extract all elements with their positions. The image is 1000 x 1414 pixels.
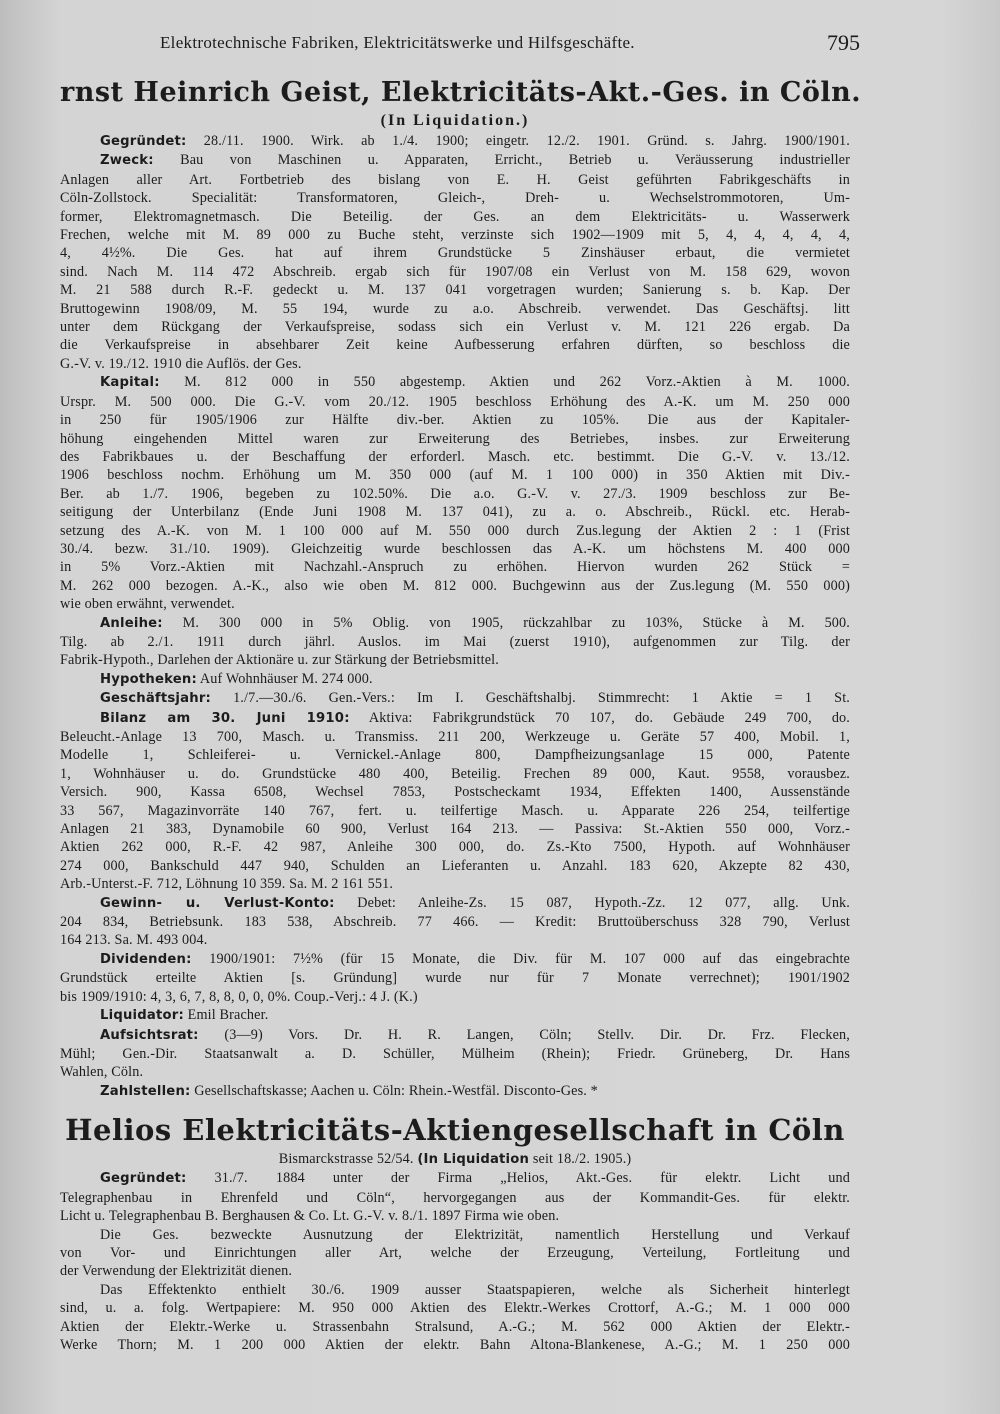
field-label: Zahlstellen: [100,1083,191,1099]
line-text: M. 300 000 in 5% Oblig. von 1905, rückzahlbar zu 103%, Stücke à M. 500. [162,614,850,631]
text-line [60,913,850,931]
text-line [60,244,850,262]
text-line [60,373,850,392]
line-text: 164 213. Sa. M. 493 004. [60,932,208,949]
line-text: 1900/1901: 7½% (für 15 Monate, die Div. für M. 107 000 auf das eingebrachte [191,950,850,967]
text-line [60,595,850,613]
text-line [60,1336,850,1354]
text-line [60,857,850,875]
text-line [60,577,850,595]
text-line [60,894,850,913]
text-line [60,485,850,503]
line-text: Cöln-Zollstock. Specialität: Transformatoren, Gleich-, Dreh- u. Wechselstrommotoren, Um- [60,190,850,207]
liquidation-label: (In Liquidation [417,1152,530,1167]
text-line [60,132,850,151]
text-line [60,1262,850,1280]
text-line [60,1189,850,1207]
text-line [60,746,850,764]
text-line [60,281,850,299]
line-text: Aktien 262 000, R.-F. 42 987, Anleihe 300 000, do. Zs.-Kto 7500, Hypoth. auf Wohnhäuser [60,839,850,856]
line-text: 274 000, Bankschuld 447 940, Schulden an Lieferanten u. Anzahl. 183 620, Akzepte 82 430, [60,857,850,874]
field-label: Zweck: [100,153,154,169]
line-text: Auf Wohnhäuser M. 274 000. [197,670,373,687]
text-line [60,411,850,429]
text-line [60,1281,850,1299]
line-text: Debet: Anleihe-Zs. 15 087, Hypoth.-Zz. 12 077, allg. Unk. [334,894,850,911]
line-text: Bau von Maschinen u. Apparaten, Erricht., Betrieb u. Veräusserung industrieller [153,152,850,169]
line-text: Modelle 1, Schleiferei- u. Vernickel.-Anlage 800, Dampfheizungsanlage 15 000, Patente [60,747,850,764]
line-text: von Vor- und Einrichtungen aller Art, welche der Erzeugung, Verteilung, Fortleitung und [60,1245,850,1262]
line-text: bis 1909/1910: 4, 3, 6, 7, 8, 8, 0, 0, 0%. Coup.-Verj.: 4 J. (K.) [60,988,418,1005]
company-entry-helios [60,1110,850,1354]
line-text: unter dem Rückgang der Verkaufspreise, sodass sich ein Verlust v. M. 121 226 ergab. Da [60,319,850,336]
field-label: Bilanz am 30. Juni 1910: [100,710,350,726]
line-text: 30./4. bezw. 31./10. 1909). Gleichzeitig wurde beschlossen das A.-K. um höchstens M. 400 000 [60,540,850,557]
text-line [60,558,850,576]
text-line [60,1006,850,1025]
text-line [60,189,850,207]
text-line [60,820,850,838]
line-text: 28./11. 1900. Wirk. ab 1./4. 1900; eingetr. 12./2. 1901. Gründ. s. Jahrg. 1900/1901. [186,133,850,149]
line-text: M. 812 000 in 550 abgestemp. Aktien und 262 Vorz.-Aktien à M. 1000. [159,374,850,391]
text-line [60,336,850,354]
text-line [60,318,850,336]
line-text: Beleucht.-Anlage 13 700, Masch. u. Transmiss. 211 200, Werkzeuge u. Geräte 57 400, Mobil. 1, [60,729,850,745]
line-text: Frechen, welche mit M. 89 000 zu Buche steht, verzinste sich 1902—1909 mit 5, 4, 4, 4, 4, 4, [60,227,850,244]
line-text: M. 262 000 bezogen. A.-K., also wie oben M. 812 000. Buchgewinn aus der Zus.legung (M. 550 000) [60,577,850,594]
line-text: Aktiva: Fabrikgrundstück 70 107, do. Gebäude 249 700, do. [349,709,850,726]
line-text: Emil Bracher. [183,1007,269,1024]
line-text: Das Effektenkto enthielt 30./6. 1909 ausser Staatspapieren, welche als Sicherheit hinterlegt [100,1281,850,1298]
text-line [60,1082,850,1101]
line-text: Arb.-Unterst.-F. 712, Löhnung 10 359. Sa. M. 2 161 551. [60,876,394,893]
line-text: 1./7.—30./6. Gen.-Vers.: Im I. Geschäftshalbj. Stimmrecht: 1 Aktie = 1 St. [211,690,850,707]
text-line [60,171,850,189]
line-text: in 5% Vorz.-Aktien mit Nachzahl.-Anspruch zu erhöhen. Hiervon wurden 262 Stück = [60,559,850,576]
address-line [60,1150,850,1169]
field-label: Dividenden: [100,951,192,967]
line-text: setzung des A.-K. von M. 1 100 000 auf M. 550 000 durch Zus.legung der Aktien 2 : 1 (Frist [60,522,850,539]
entry-body [60,132,850,1101]
company-entry-geist [60,76,862,1101]
text-line [60,783,850,801]
field-label: Gegründet: [100,134,187,149]
entry-title: Helios Elektricitäts-Aktiengesellschaft in Cöln [65,1113,845,1147]
line-text: des Fabrikbaues u. der Beschaffung der erforderl. Masch. etc. bestimmt. Die G.-V. v. 13./12. [60,448,850,465]
entry-title: rnst Heinrich Geist, Elektricitäts-Akt.-Ges. in Cöln. [60,77,862,108]
text-line [60,300,850,318]
text-line [60,875,850,893]
line-text: Versich. 900, Kassa 6508, Wechsel 7853, Postscheckamt 1934, Effekten 1400, Aussenstände [60,784,850,801]
line-text: Grundstück erteilte Aktien [s. Gründung] wurde nur für 7 Monate verrechnet); 1901/1902 [60,970,850,987]
field-label: Aufsichtsrat: [100,1027,199,1043]
line-text: 204 834, Betriebsunk. 183 538, Abschreib. 77 466. — Kredit: Bruttoüberschuss 328 790, Verlust [60,914,850,931]
text-line [60,765,850,783]
line-text: Telegraphenbau in Ehrenfeld und Cöln“, hervorgegangen aus der Kommandit-Ges. für elektr. [60,1189,850,1206]
line-text: Licht u. Telegraphenbau B. Berghausen & Co. Lt. G.-V. v. 8./1. 1897 Firma wie oben. [60,1208,560,1225]
page-header [60,30,860,58]
text-line [60,709,850,728]
text-line [60,651,850,669]
text-line [60,931,850,949]
line-text: Die Ges. bezweckte Ausnutzung der Elektrizität, namentlich Herstellung und Verkauf [100,1226,850,1243]
line-text: wie oben erwähnt, verwendet. [60,596,235,613]
text-line [60,522,850,540]
text-line [60,1226,850,1244]
line-text: 1906 beschloss nochm. Erhöhung um M. 350 000 (auf M. 1 100 000) in 350 Aktien mit Div.- [60,467,850,484]
text-line [60,1169,850,1188]
field-label: Hypotheken: [100,671,197,687]
text-line [60,1045,850,1063]
line-text: 4, 4½%. Die Ges. hat auf ihrem Grundstücke 5 Zinshäuser erbaut, die vermietet [60,245,850,262]
line-text: Ber. ab 1./7. 1906, begeben zu 102.50%. Die a.o. G.-V. v. 27./3. 1909 beschloss zur Be- [60,485,850,502]
line-text: 33 567, Magazinvorräte 140 767, fert. u. teilfertige Masch. u. Apparate 226 254, teilfertige [60,802,850,819]
text-line [60,151,850,170]
text-line [60,208,850,226]
text-line [60,728,850,746]
line-text: Bruttogewinn 1908/09, M. 55 194, wurde zu a.o. Abschreib. verwendet. Das Geschäftsj. litt [60,300,850,317]
line-text: M. 21 588 durch R.-F. gedeckt u. M. 137 041 vorgetragen wurden; Sanierung s. b. Kap. Der [60,282,850,299]
line-text: Urspr. M. 500 000. Die G.-V. vom 20./12. 1905 beschloss Erhöhung des A.-K. um M. 250 000 [60,393,850,410]
text-line [60,355,850,373]
entry-subtitle: (In Liquidation.) [380,112,530,129]
text-line [60,988,850,1006]
line-text: G.-V. v. 19./12. 1910 die Auflös. der Ges. [60,355,302,372]
address-text: Bismarckstrasse 52/54. [278,1151,414,1167]
running-head: Elektrotechnische Fabriken, Elektricitätswerke und Hilfsgeschäfte. [160,33,635,52]
text-line [60,670,850,689]
line-text: Anlagen aller Art. Fortbetrieb des bislang von E. H. Geist geführten Fabrikgeschäfts in [60,171,850,188]
text-line [60,1244,850,1262]
line-text: in 250 für 1905/1906 zur Hälfte div.-ber. Aktien zu 105%. Die aus der Kapitaler- [60,412,850,429]
line-text: former, Elektromagnetmasch. Die Beteilig. der Ges. an dem Elektricitäts- u. Wasserwerk [60,208,850,225]
line-text: Gesellschaftskasse; Aachen u. Cöln: Rhein.-Westfäl. Disconto-Ges. * [190,1082,598,1099]
text-line [60,969,850,987]
field-label: Geschäftsjahr: [100,691,211,707]
line-text: Mühl; Gen.-Dir. Staatsanwalt a. D. Schüller, Mülheim (Rhein); Friedr. Grüneberg, Dr. Hans [60,1045,850,1062]
text-line [60,838,850,856]
address-block [60,1150,850,1169]
text-line [60,1318,850,1336]
line-text: die Verkaufspreise in absehbarer Zeit keine Aufbesserung erfahren dürften, so beschloss die [60,337,850,354]
line-text: der Verwendung der Elektrizität dienen. [60,1263,293,1280]
line-text: sind, u. a. folg. Wertpapiere: M. 950 000 Aktien des Elektr.-Werkes Crottorf, A.-G.; M. 1 000 000 [60,1300,850,1317]
entry-body [60,1169,850,1354]
text-line [60,540,850,558]
text-line [60,1207,850,1225]
line-text: höhung eingehenden Mittel waren zur Erweiterung des Betriebes, insbes. zur Erweiterung [60,430,850,447]
line-text: Fabrik-Hypoth., Darlehen der Aktionäre u. zur Stärkung der Betriebsmittel. [60,652,499,669]
text-line [60,802,850,820]
field-label: Liquidator: [100,1008,184,1024]
field-label: Anleihe: [100,615,163,631]
text-line [60,263,850,281]
text-line [60,950,850,969]
line-text: 31./7. 1884 unter der Firma „Helios, Akt.-Ges. für elektr. Licht und [186,1170,850,1187]
text-line [60,503,850,521]
field-label: Gegründet: [100,1171,187,1187]
text-line [60,1299,850,1317]
line-text: Anlagen 21 383, Dynamobile 60 900, Verlust 164 213. — Passiva: St.-Aktien 550 000, Vorz.- [60,821,850,838]
page-number: 795 [827,30,860,55]
line-text: sind. Nach M. 114 472 Abschreib. ergab sich für 1907/08 ein Verlust von M. 158 629, wovon [60,263,850,280]
text-line [60,633,850,651]
line-text: Tilg. ab 2./1. 1911 durch jährl. Auslos. im Mai (zuerst 1910), aufgenommen zur Tilg. der [60,633,850,650]
field-label: Gewinn- u. Verlust-Konto: [100,895,335,911]
text-line [60,466,850,484]
liquidation-date: seit 18./2. 1905.) [529,1151,632,1167]
text-line [60,1026,850,1045]
line-text: seitigung der Unterbilanz (Ende Juni 1908 M. 137 041), zu a. o. Abschreib., Rückl. etc. Herab- [60,504,850,521]
line-text: Aktien der Elektr.-Werke u. Strassenbahn Stralsund, A.-G.; M. 562 000 Aktien der Elektr.- [60,1318,850,1335]
field-label: Kapital: [100,375,160,391]
line-text: 1, Wohnhäuser u. do. Grundstücke 480 400, Beteilig. Frechen 89 000, Kaut. 9558, vorausbez. [60,765,850,782]
text-line [60,448,850,466]
text-line [60,226,850,244]
text-line [60,393,850,411]
line-text: (3—9) Vors. Dr. H. R. Langen, Cöln; Stellv. Dir. Dr. Frz. Flecken, [198,1026,850,1043]
text-line [60,689,850,708]
text-line [60,1063,850,1081]
line-text: Werke Thorn; M. 1 200 000 Aktien der elektr. Bahn Altona-Blankenese, A.-G.; M. 1 250 000 [60,1337,850,1354]
text-line [60,430,850,448]
line-text: Wahlen, Cöln. [60,1064,144,1081]
text-line [60,614,850,633]
